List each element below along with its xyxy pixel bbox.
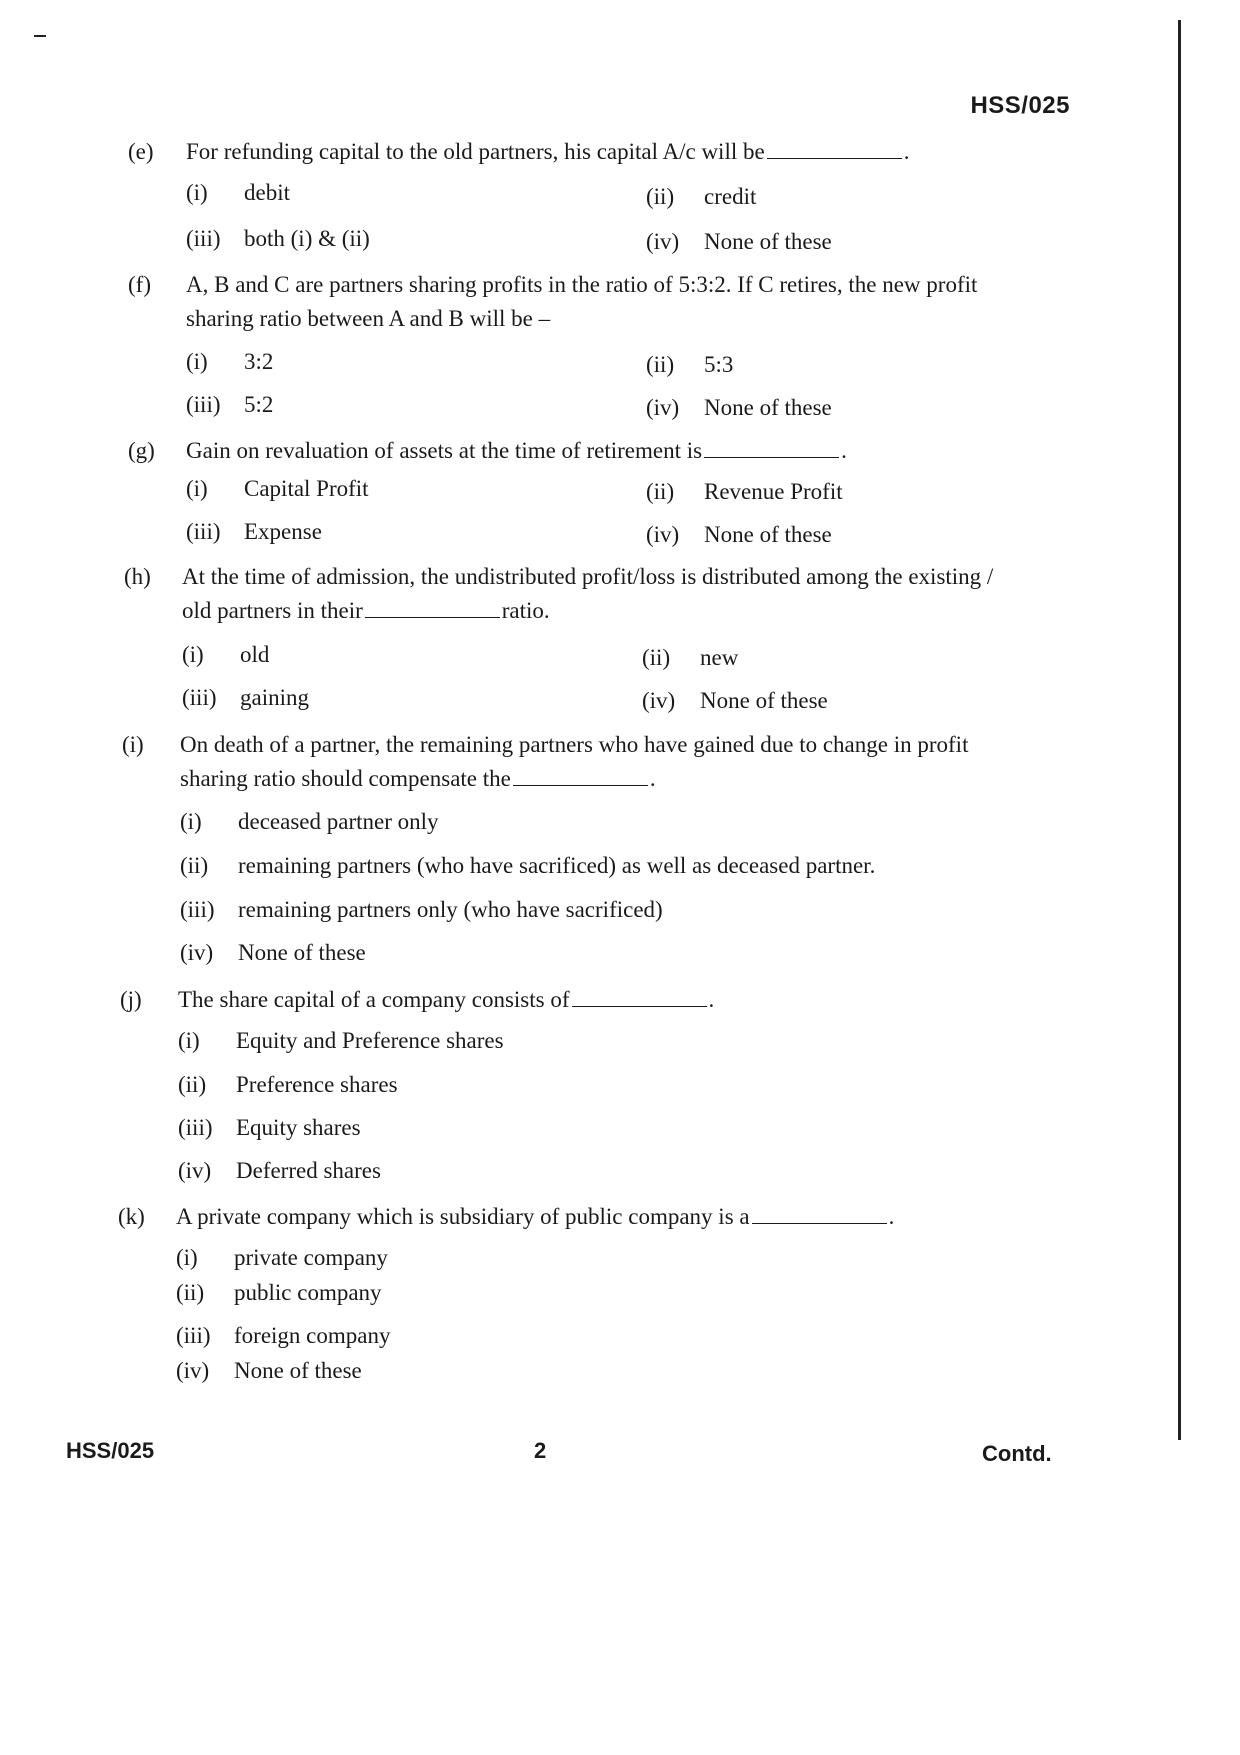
header-paper-code: HSS/025 xyxy=(970,92,1070,119)
question-text: Gain on revaluation of assets at the time of retirement is . xyxy=(186,438,847,463)
option: (i) Equity and Preference shares xyxy=(178,1028,504,1053)
option: (iii) remaining partners only (who have sacrificed) xyxy=(180,897,663,922)
option: (ii) Preference shares xyxy=(178,1072,398,1097)
option: (ii) new xyxy=(642,645,739,670)
question-label: (j) xyxy=(120,987,142,1012)
option: (iv) None of these xyxy=(180,940,366,965)
option: (iii) 5:2 xyxy=(186,392,274,417)
answer-blank xyxy=(752,1203,887,1224)
option: (i) deceased partner only xyxy=(180,809,439,834)
question-text-line2: old partners in their ratio. xyxy=(182,598,550,623)
footer-paper-code: HSS/025 xyxy=(66,1438,155,1463)
option: (i) private company xyxy=(176,1245,388,1270)
option: (iii) foreign company xyxy=(176,1323,391,1348)
question-label: (e) xyxy=(128,139,154,164)
option: (i) old xyxy=(182,642,270,667)
answer-blank xyxy=(767,138,902,159)
option: (iv) Deferred shares xyxy=(178,1158,381,1183)
question-text-line2: sharing ratio should compensate the . xyxy=(180,766,656,791)
option: (iv) None of these xyxy=(646,522,832,547)
scan-mark-topleft xyxy=(34,35,46,37)
option: (i) Capital Profit xyxy=(186,476,369,501)
question-text-line1: On death of a partner, the remaining partners who have gained due to change in profit xyxy=(180,732,969,757)
footer-continued: Contd. xyxy=(982,1441,1052,1466)
answer-blank xyxy=(572,986,707,1007)
question-text: The share capital of a company consists of . xyxy=(178,987,715,1012)
question-label: (i) xyxy=(122,732,144,757)
question-label: (g) xyxy=(128,438,155,463)
option: (ii) remaining partners (who have sacrificed) as well as deceased partner. xyxy=(180,853,876,878)
question-text-line1: A, B and C are partners sharing profits in the ratio of 5:3:2. If C retires, the new profit xyxy=(186,272,978,297)
question-text: For refunding capital to the old partners, his capital A/c will be . xyxy=(186,139,910,164)
option: (iii) both (i) & (ii) xyxy=(186,226,370,251)
option: (iii) gaining xyxy=(182,685,309,710)
question-text: A private company which is subsidiary of public company is a . xyxy=(176,1204,895,1229)
answer-blank xyxy=(704,437,839,458)
option: (ii) credit xyxy=(646,184,757,209)
question-label: (f) xyxy=(128,272,151,297)
question-text-line1: At the time of admission, the undistributed profit/loss is distributed among the existing / xyxy=(182,564,994,589)
answer-blank xyxy=(513,765,648,786)
question-label: (k) xyxy=(118,1204,145,1229)
option: (iii) Expense xyxy=(186,519,322,544)
option: (i) debit xyxy=(186,180,290,205)
footer-page-number: 2 xyxy=(534,1438,547,1463)
option: (ii) public company xyxy=(176,1280,382,1305)
answer-blank xyxy=(365,597,500,618)
option: (iv) None of these xyxy=(646,395,832,420)
option: (iv) None of these xyxy=(176,1358,362,1383)
question-text-line2: sharing ratio between A and B will be – xyxy=(186,306,551,331)
option: (ii) 5:3 xyxy=(646,352,734,377)
option: (iii) Equity shares xyxy=(178,1115,361,1140)
option: (ii) Revenue Profit xyxy=(646,479,843,504)
option: (iv) None of these xyxy=(646,229,832,254)
question-label: (h) xyxy=(124,564,151,589)
scan-edge-line xyxy=(1178,20,1181,1440)
option: (iv) None of these xyxy=(642,688,828,713)
option: (i) 3:2 xyxy=(186,349,274,374)
